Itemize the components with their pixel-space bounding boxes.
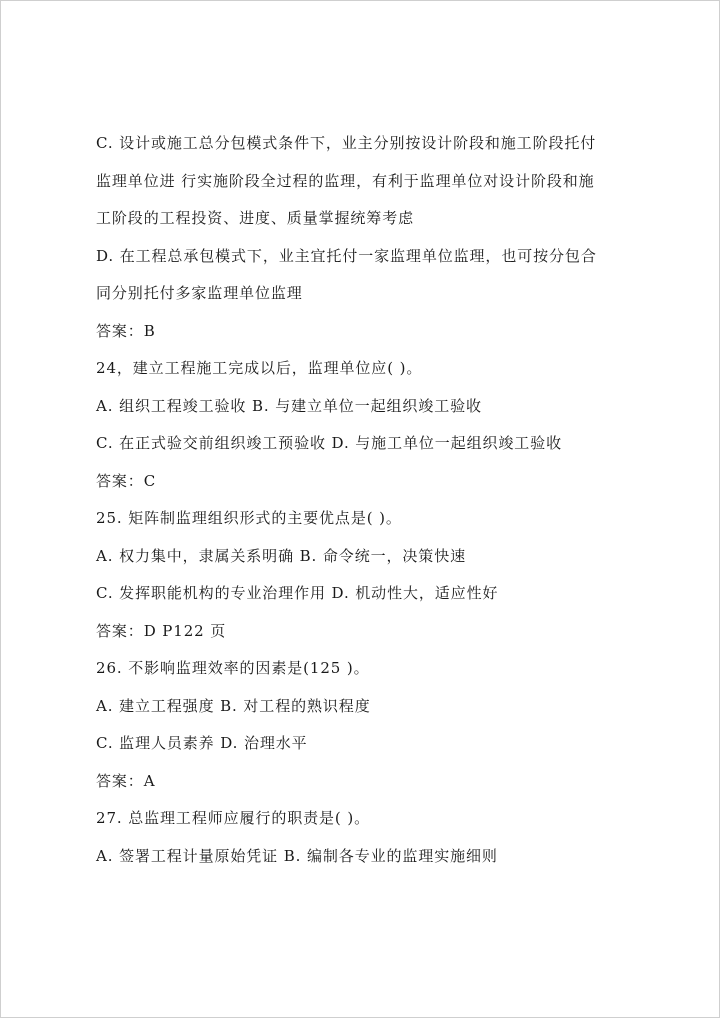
option-c-line-1: C. 设计或施工总分包模式条件下，业主分别按设计阶段和施工阶段托付 [96, 134, 597, 152]
question-26-options-ab: A. 建立工程强度 B. 对工程的熟识程度 [96, 696, 371, 715]
question-27-options-ab: A. 签署工程计量原始凭证 B. 编制各专业的监理实施细则 [96, 846, 498, 865]
question-26: 26. 不影响监理效率的因素是(125 )。 [96, 659, 370, 677]
question-26-options-cd: C. 监理人员素养 D. 治理水平 [96, 734, 308, 752]
option-c-line-3: 工阶段的工程投资、进度、质量掌握统筹考虑 [96, 209, 415, 227]
option-c-line-2: 监理单位进 行实施阶段全过程的监理，有利于监理单位对设计阶段和施 [96, 171, 595, 190]
answer-23: 答案：B [96, 321, 156, 340]
option-d-line-1: D. 在工程总承包模式下，业主宜托付一家监理单位监理，也可按分包合 [96, 246, 597, 265]
answer-25: 答案：D P122 页 [96, 621, 227, 640]
question-25: 25. 矩阵制监理组织形式的主要优点是( )。 [96, 509, 402, 527]
answer-26: 答案：A [96, 771, 156, 790]
question-24-options-ab: A. 组织工程竣工验收 B. 与建立单位一起组织竣工验收 [96, 396, 482, 415]
question-25-options-ab: A. 权力集中，隶属关系明确 B. 命令统一，决策快速 [96, 546, 466, 565]
option-d-line-2: 同分别托付多家监理单位监理 [96, 284, 303, 302]
question-25-options-cd: C. 发挥职能机构的专业治理作用 D. 机动性大，适应性好 [96, 584, 499, 602]
document-body [96, 132, 656, 867]
answer-24: 答案：C [96, 471, 157, 490]
question-24-options-cd: C. 在正式验交前组织竣工预验收 D. 与施工单位一起组织竣工验收 [96, 434, 562, 452]
question-24: 24，建立工程施工完成以后，监理单位应( )。 [96, 359, 423, 377]
question-27: 27. 总监理工程师应履行的职责是( )。 [96, 809, 370, 827]
